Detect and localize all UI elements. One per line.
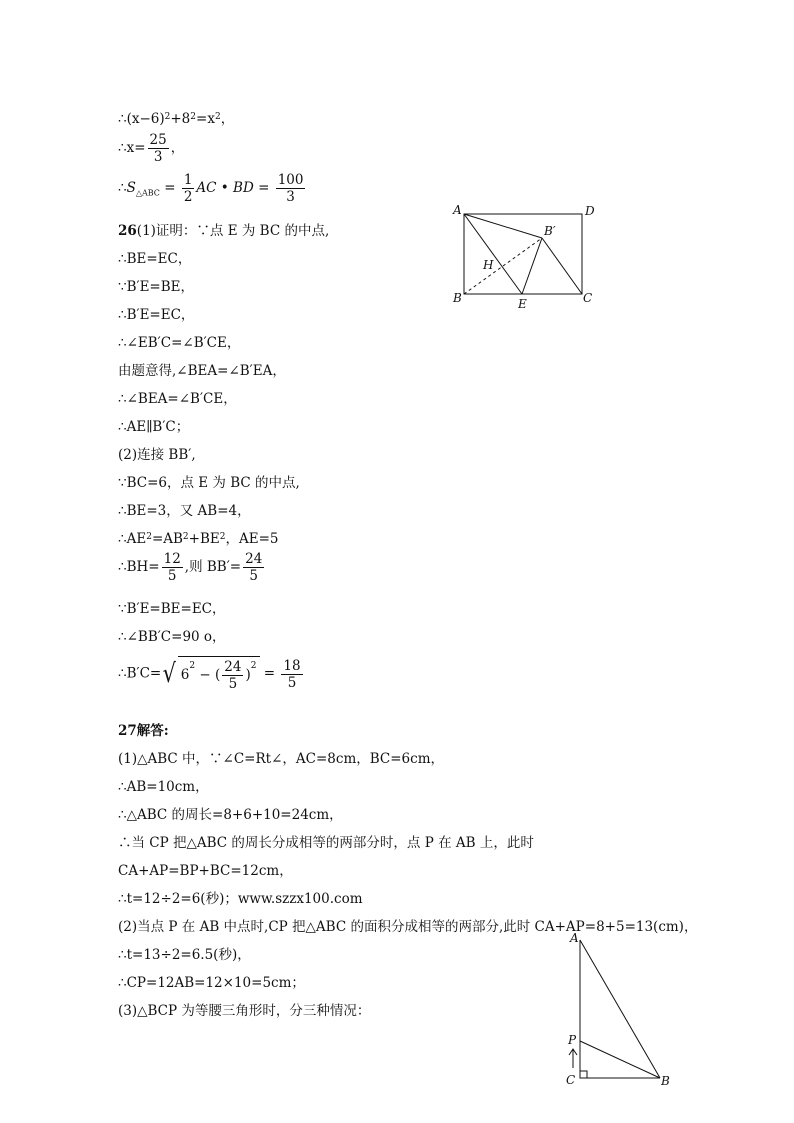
label-c: C — [583, 291, 593, 305]
eq-line-1: $\therefore(x-6)^2+8^2=x^2$， — [118, 111, 235, 127]
q26-line-g: ∴∠BEA=∠B′CE， — [118, 391, 237, 407]
q27-line-c: ∴△ABC 的周长=8+6+10=24cm， — [118, 807, 343, 823]
rectangle-abcd — [464, 214, 582, 294]
q26-line-e: ∴∠EB′C=∠B′CE， — [118, 335, 241, 351]
eq-line-2: ∴x= $\frac{25}{3}$ ， — [118, 132, 185, 165]
label-b: B — [453, 291, 462, 305]
q26-line-f: 由题意得,∠BEA=∠B′EA， — [118, 363, 286, 379]
q26-line-l: $\therefore AE^2=AB^2+BE^2$，AE=5 — [118, 531, 279, 547]
q27-line-i: ∴CP=12AB=12×10=5cm； — [118, 975, 305, 991]
q26-line-m: ∴BH= $\frac{12}{5}$ ,则 BB′= $\frac{24}{5}$ — [118, 551, 263, 584]
q26-line-k: ∴BE=3，又 AB=4， — [118, 503, 251, 519]
label-p: P — [568, 1033, 577, 1047]
q26-line-b: ∴BE=EC， — [118, 251, 192, 267]
q26-line-c: ∵B′E=BE， — [118, 279, 195, 295]
label-b: B — [661, 1074, 670, 1088]
segment-b-prime-c — [542, 238, 582, 294]
q27-line-g: (2)当点 P 在 AB 中点时,CP 把△ABC 的面积分成相等的两部分,此时 CA+AP=8+5=13(cm)， — [118, 919, 698, 935]
side-ab — [580, 940, 660, 1078]
label-b-prime: B′ — [544, 224, 556, 238]
q26-line-d: ∴B′E=EC， — [118, 307, 195, 323]
figure-right-triangle — [560, 928, 680, 1090]
figure-rectangle-fold — [450, 200, 600, 310]
q27-line-a: (1)△ABC 中，∵∠C=Rt∠，AC=8cm，BC=6cm， — [118, 751, 445, 767]
eq-area: $\therefore S_{\triangle ABC}$ = $\frac{1}{2}$ AC • BD = $\frac{100}{3}$ — [118, 172, 304, 205]
q26-line-n: ∵B′E=BE=EC， — [118, 601, 226, 617]
q26-line-p: ∴B′C=√ $6^2$ − ( $\frac{24}{5}$ )$^2$ = $\frac{18}{5}$ — [118, 657, 301, 692]
segment-eb-prime — [522, 238, 542, 294]
segment-ae — [464, 214, 522, 294]
q26-line-a: 26(1)证明：∵点 E 为 BC 的中点, — [118, 223, 330, 239]
q27-line-j: (3)△BCP 为等腰三角形时，分三种情况： — [118, 1003, 371, 1019]
q27-heading: 27解答: — [118, 723, 169, 739]
right-angle-mark — [580, 1071, 587, 1078]
label-a: A — [453, 203, 462, 217]
label-a: A — [570, 931, 579, 945]
q27-line-b: ∴AB=10cm， — [118, 779, 209, 795]
label-d: D — [585, 204, 595, 218]
label-e: E — [518, 297, 527, 310]
q26-line-h: ∴AE∥B′C； — [118, 419, 190, 435]
label-c: C — [566, 1073, 576, 1087]
segment-pb — [580, 1041, 660, 1078]
q26-line-o: ∴∠BB′C=90 o， — [118, 629, 226, 645]
q27-line-f: ∴t=12÷2=6(秒)；www.szzx100.com — [118, 891, 363, 907]
fraction: $\frac{25}{3}$ — [149, 132, 167, 165]
q27-line-h: ∴t=13÷2=6.5(秒)， — [118, 947, 251, 963]
label-h: H — [483, 258, 494, 272]
q26-line-j: ∵BC=6，点 E 为 BC 的中点, — [118, 475, 300, 491]
segment-ab-prime — [464, 214, 542, 238]
q27-line-d: ∴当 CP 把△ABC 的周长分成相等的两部分时，点 P 在 AB 上，此时 — [118, 835, 534, 851]
segment-bb-prime-dashed — [464, 238, 542, 294]
q27-line-e: CA+AP=BP+BC=12cm， — [118, 863, 293, 879]
q26-line-i: (2)连接 BB′, — [118, 447, 196, 463]
